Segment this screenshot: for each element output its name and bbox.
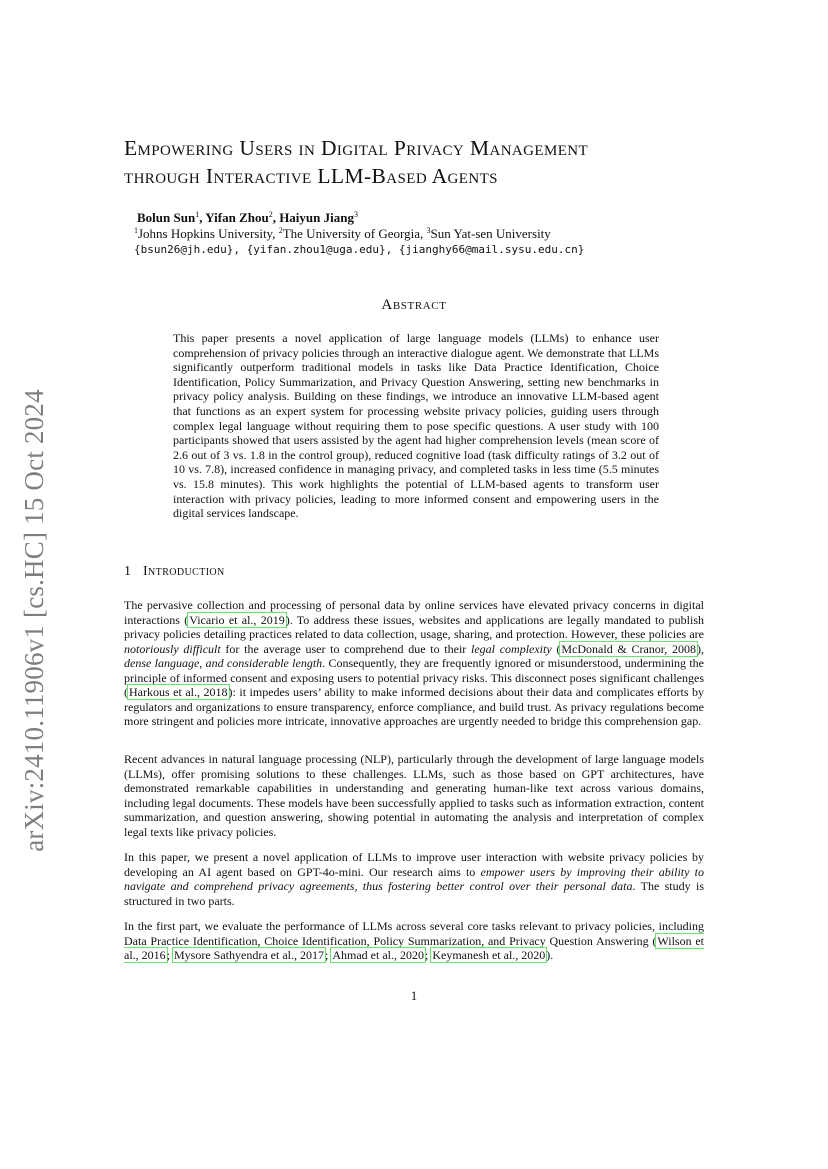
affiliation-marker: 1 <box>195 210 200 219</box>
abstract-text: This paper presents a novel application of large language models (LLMs) to enhance user comprehension of privacy policies through an interactive dialogue agent. We demonstrate that LLMs significantly outperform traditional models in tasks like Data Practice Identification, Choice Identification, Policy Summarization, and Privacy Question Answering, setting new benchmarks in privacy policy analysis. Building on these findings, we introduce an innovative LLM-based agent that functions as an expert system for processing website privacy policies, guiding users through complex legal language without requiring them to pose specific questions. A user study with 100 participants showed that users assisted by the agent had higher comprehension levels (mean score of 2.6 out of 3 vs. 1.8 in the control group), reduced cognitive load (task difficulty ratings of 3.2 out of 10 vs. 7.8), increased confidence in managing privacy, and completed tasks in less time (5.5 minutes vs. 15.8 minutes). This work highlights the potential of LLM-based agents to transform user interaction with privacy policies, leading to more informed consent and empowering users in the digital services landscape. <box>173 331 659 521</box>
intro-paragraph-2: Recent advances in natural language processing (NLP), particularly through the development of large language models (LLMs), offer promising solutions to these challenges. LLMs, such as those based on GPT architectures, have demonstrated remarkable capabilities in understanding and generating human-like text across various domains, including legal documents. These models have been successfully applied to tasks such as information extraction, content summarization, and question answering, showing potential in automating the analysis and interpretation of complex legal texts like privacy policies. <box>124 752 704 839</box>
section-heading-introduction <box>124 564 225 580</box>
emphasis: legal complexity <box>471 641 552 656</box>
intro-paragraph-1 <box>124 598 704 729</box>
citation-link[interactable]: Harkous et al., 2018 <box>129 685 228 699</box>
affiliation-marker: 3 <box>426 226 431 235</box>
intro-paragraph-4 <box>124 919 704 963</box>
text-run: In the first part, we evaluate the performance of LLMs across several core tasks relevant to privacy policies, including Data Practice Identification, Choice Identification, Policy Summarization, and Privacy Question Answering ( <box>124 919 704 948</box>
citation-link[interactable]: Ahmad et al., 2020 <box>332 948 424 962</box>
author-name: Yifan Zhou <box>205 210 269 225</box>
section-title: Introduction <box>143 564 225 579</box>
emphasis: empower users by improving their ability to navigate and comprehend privacy agreements, thus fostering better control over their personal data <box>124 864 704 893</box>
affiliation: Sun Yat-sen University <box>430 226 551 241</box>
text-run: ; <box>424 948 432 962</box>
affiliation-marker: 2 <box>278 226 283 235</box>
emphasis: dense language, and considerable length <box>124 656 323 670</box>
author-names: Bolun Sun$^1$, Yifan Zhou$^2$, Haiyun Jiang$^3$ <box>137 210 358 225</box>
text-run: In this paper, we present a novel application of LLMs to improve user interaction with website privacy policies by developing an AI agent based on GPT-4o-mini. Our research aims to <box>124 850 704 879</box>
text-run: . Consequently, they are frequently ignored or misunderstood, undermining the principle of informed consent and exposing users to potential privacy risks. This disconnect poses significant challenges ( <box>124 656 705 699</box>
citation-link[interactable]: Keymanesh et al., 2020 <box>432 948 546 962</box>
text-run: ). To address these issues, websites and applications are legally mandated to publish privacy policies detailing practices related to data collection, usage, sharing, and protection. However, these policies are <box>124 612 704 641</box>
author-emails: {bsun26@jh.edu}, {yifan.zhou1@uga.edu}, {jianghy66@mail.sysu.edu.cn} <box>134 243 585 256</box>
author-block <box>134 210 585 258</box>
affiliation: The University of Georgia, <box>282 226 427 241</box>
text-run: ( <box>551 641 561 656</box>
affiliation-marker: 1 <box>134 226 138 235</box>
affiliation-marker: 3 <box>353 210 358 219</box>
text-run: The pervasive collection and processing of personal data by online services have elevated privacy concerns in digital interactions ( <box>124 598 704 627</box>
citation-link[interactable]: McDonald & Cranor, 2008 <box>561 641 696 656</box>
text-run: ): it impedes users’ ability to make informed decisions about their data and complicates efforts by regulators and organizations to ensure transparency, enforce compliance, and build trust. As privacy regulations become more stringent and policies more intricate, innovative approaches are urgently needed to bridge this comprehension gap. <box>124 685 704 728</box>
paper-title <box>124 134 724 190</box>
citation-link[interactable]: Mysore Sathyendra et al., 2017 <box>174 948 324 962</box>
arxiv-identifier-text: arXiv:2410.11906v1 [cs.HC] 15 Oct 2024 <box>18 388 49 852</box>
citation-link[interactable]: Wilson et al., 2016 <box>124 933 705 962</box>
text-run: . The study is structured in two parts. <box>124 879 704 908</box>
author-name: Bolun Sun <box>137 210 196 225</box>
author-affiliations <box>134 226 584 242</box>
arxiv-identifier-stamp <box>8 385 60 855</box>
citation-link[interactable]: Vicario et al., 2019 <box>189 612 285 627</box>
emphasis: notoriously difficult <box>124 641 221 656</box>
title-line-2: through Interactive LLM-Based Agents <box>124 164 498 188</box>
affiliation-marker: 2 <box>268 210 273 219</box>
author-name: Haiyun Jiang <box>279 210 354 225</box>
text-run: for the average user to comprehend due to their <box>220 641 471 656</box>
text-run: ), <box>697 641 704 656</box>
section-number: 1 <box>124 564 131 579</box>
text-run: ). <box>546 948 554 962</box>
affiliation: Johns Hopkins University, <box>138 226 279 241</box>
text-run: ; <box>324 948 332 962</box>
page-number: 1 <box>410 989 418 1003</box>
title-line-1: Empowering Users in Digital Privacy Management <box>124 136 589 160</box>
intro-paragraph-3 <box>124 850 704 908</box>
abstract-heading: Abstract <box>381 297 447 313</box>
text-run: ; <box>166 948 174 962</box>
